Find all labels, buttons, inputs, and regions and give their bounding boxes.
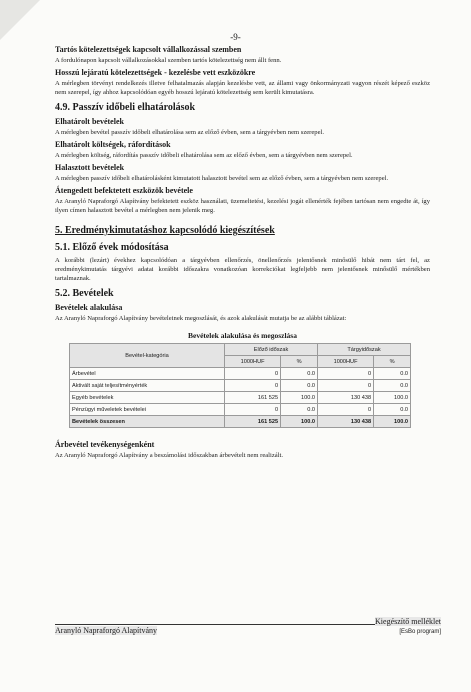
total-prev-pct: 100.0 bbox=[281, 416, 318, 428]
section-title: Tartós kötelezettségek kapcsolt vállalkozással szemben bbox=[55, 45, 242, 54]
curr-value: 130 438 bbox=[317, 392, 373, 404]
section-title: Átengedett befektetett eszközök bevétele bbox=[55, 186, 193, 195]
section-title: Elhatárolt bevételek bbox=[55, 117, 124, 126]
section-title: Halasztott bevételek bbox=[55, 163, 125, 172]
col-prev-unit: 1000HUF bbox=[225, 356, 281, 368]
paragraph: A mérlegben passzív időbeli elhatárolásként kimutatott halasztott bevétel sem az előző évben, sem a tárgyévben nem szerepel. bbox=[55, 175, 389, 182]
section-title: Hosszú lejáratú kötelezettségek - kezelésbe vett eszközökre bbox=[55, 68, 256, 77]
total-curr-pct: 100.0 bbox=[374, 416, 411, 428]
prev-value: 0 bbox=[225, 368, 281, 380]
curr-value: 0 bbox=[317, 404, 373, 416]
paragraph: Az Aranyló Napraforgó Alapítvány a beszámolási időszakban árbevételt nem realizált. bbox=[55, 452, 284, 459]
table-caption: Bevételek alakulása és megoszlása bbox=[188, 331, 297, 340]
paragraph: A mérlegben költség, ráfordítás passzív időbeli elhatárolása sem az előző évben, sem a tárgyévben nem szerepel. bbox=[55, 152, 353, 159]
heading-5-2: 5.2. Bevételek bbox=[55, 288, 114, 299]
footer-document-title: Kiegészítő melléklet bbox=[375, 617, 441, 626]
revenue-table bbox=[69, 343, 411, 428]
total-label: Bevételek összesen bbox=[70, 416, 225, 428]
curr-pct: 100.0 bbox=[374, 392, 411, 404]
section-title: Árbevétel tevékenységenként bbox=[55, 440, 155, 449]
row-label: Aktivált saját teljesítményérték bbox=[70, 380, 225, 392]
total-curr: 130 438 bbox=[317, 416, 373, 428]
table-row bbox=[70, 392, 411, 404]
paragraph: A mérlegben bevétel passzív időbeli elhatárolása sem az előző évben, sem a tárgyévben nem szerepel. bbox=[55, 129, 325, 136]
prev-pct: 0.0 bbox=[281, 380, 318, 392]
section-title: Bevételek alakulása bbox=[55, 303, 123, 312]
footer-organization: Aranyló Napraforgó Alapítvány bbox=[55, 626, 158, 635]
paragraph: Az Aranyló Napraforgó Alapítvány befektetett eszköz használati, üzemeltetési, kezelési jogát ellenérték fejében tartósan nem engedte át, így ilyen címen halasztott bevétel a mérlegben nem jelenik meg. bbox=[55, 198, 430, 214]
page-footer bbox=[55, 617, 441, 636]
prev-pct: 100.0 bbox=[281, 392, 318, 404]
prev-value: 0 bbox=[225, 404, 281, 416]
heading-5-1: 5.1. Előző évek módosítása bbox=[55, 242, 169, 253]
col-prev-pct: % bbox=[281, 356, 318, 368]
curr-pct: 0.0 bbox=[374, 368, 411, 380]
curr-pct: 0.0 bbox=[374, 380, 411, 392]
paragraph: A fordulónapon kapcsolt vállalkozásokkal szemben tartós kötelezettség nem állt fenn. bbox=[55, 57, 282, 64]
section-title: Elhatárolt költségek, ráfordítások bbox=[55, 140, 171, 149]
table-row bbox=[70, 368, 411, 380]
curr-pct: 0.0 bbox=[374, 404, 411, 416]
table-row bbox=[70, 404, 411, 416]
paragraph: Az Aranyló Napraforgó Alapítvány bevételeinek megoszlását, és azok alakulását mutatja be az alábbi táblázat: bbox=[55, 315, 347, 322]
col-curr-pct: % bbox=[374, 356, 411, 368]
curr-value: 0 bbox=[317, 368, 373, 380]
table-row bbox=[70, 380, 411, 392]
paragraph: A korábbi (lezárt) évekhez kapcsolódóan a tárgyévben ellenőrzés, önellenőrzés jelentősnek minősülő hibát nem tárt fel, az eredménykimutatás tárgyévi adatai korábbi időszakra vonatkozóan korrekciókat legfeljebb nem jelentősnek minősülő mértékben tartalmaznak. bbox=[55, 257, 430, 282]
col-curr: Tárgyidőszak bbox=[317, 344, 410, 356]
prev-value: 161 525 bbox=[225, 392, 281, 404]
heading-4-9: 4.9. Passzív időbeli elhatárolások bbox=[55, 102, 196, 113]
table-total-row bbox=[70, 416, 411, 428]
page-content bbox=[55, 42, 430, 460]
heading-5: 5. Eredménykimutatáshoz kapcsolódó kiegészítések bbox=[55, 225, 275, 236]
col-category: Bevétel-kategória bbox=[70, 344, 225, 368]
col-curr-unit: 1000HUF bbox=[317, 356, 373, 368]
paragraph: A mérlegben törvényi rendelkezés illetve felhatalmazás alapján kezelésbe vett, az állami vagy önkormányzati vagyon részét képező eszköz nem szerepel, így ahhoz kapcsolódóan egyéb hosszú lejáratú kötelezettség sem került kimutatásra. bbox=[55, 80, 430, 96]
prev-value: 0 bbox=[225, 380, 281, 392]
footer-program: [EsBo program] bbox=[399, 629, 441, 635]
page-number: -9- bbox=[230, 32, 241, 42]
col-prev: Előző időszak bbox=[225, 344, 318, 356]
curr-value: 0 bbox=[317, 380, 373, 392]
total-prev: 161 525 bbox=[225, 416, 281, 428]
row-label: Árbevétel bbox=[70, 368, 225, 380]
prev-pct: 0.0 bbox=[281, 368, 318, 380]
row-label: Egyéb bevételek bbox=[70, 392, 225, 404]
prev-pct: 0.0 bbox=[281, 404, 318, 416]
row-label: Pénzügyi műveletek bevételei bbox=[70, 404, 225, 416]
